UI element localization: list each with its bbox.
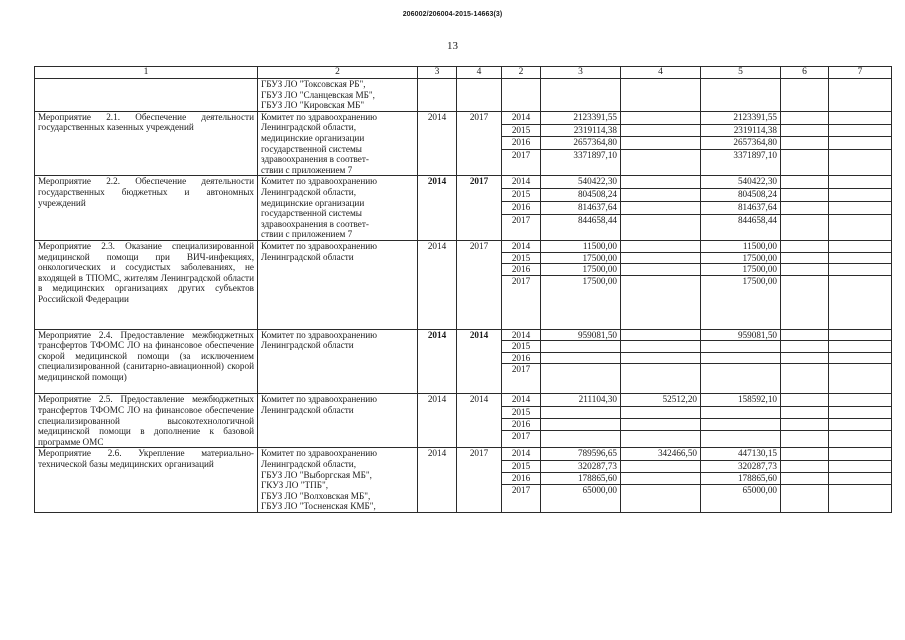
regional-amount-cell: 11500,00 — [701, 240, 781, 252]
empty-cell — [781, 448, 829, 460]
year-cell: 2016 — [502, 352, 541, 364]
executor-line: медицинские организации — [261, 197, 365, 208]
total-amount-cell: 814637,64 — [541, 201, 621, 214]
empty-cell — [781, 406, 829, 418]
end-year-cell: 2017 — [457, 176, 502, 241]
empty-cell — [781, 431, 829, 448]
total-amount-cell: 65000,00 — [541, 485, 621, 513]
federal-amount-cell — [621, 252, 701, 264]
regional-amount-cell: 17500,00 — [701, 275, 781, 329]
empty-cell — [541, 79, 621, 112]
federal-amount-cell — [621, 111, 701, 124]
executor-cell — [258, 329, 418, 394]
empty-cell — [418, 79, 457, 112]
empty-cell — [829, 485, 892, 513]
empty-cell — [829, 214, 892, 240]
year-cell: 2014 — [502, 394, 541, 406]
executor-line: ГБУЗ ЛО "Выборгская МБ", — [261, 469, 372, 480]
empty-cell — [829, 124, 892, 137]
end-year-cell: 2017 — [457, 448, 502, 513]
column-number-row — [35, 67, 892, 79]
executor-line: Комитет по здравоохранению — [261, 329, 378, 340]
federal-amount-cell — [621, 137, 701, 150]
column-number-cell: 4 — [457, 67, 502, 79]
executor-cell — [258, 79, 418, 112]
executor-line: Ленинградской области — [261, 405, 354, 416]
column-number-cell: 7 — [829, 67, 892, 79]
executor-line: медицинские организации — [261, 132, 365, 143]
total-amount-cell: 17500,00 — [541, 275, 621, 329]
total-amount-cell — [541, 406, 621, 418]
empty-cell — [781, 364, 829, 394]
measure-name-cell: Мероприятие 2.3. Оказание специализированной медицинской помощи при ВИЧ-инфекциях, онкологических и сосудистых заболеваниях, не входящей в ТПОМС, жителям Ленинградской области в медицинских организациях других субъектов Российской Федерации — [35, 240, 258, 329]
empty-cell — [781, 176, 829, 189]
empty-cell — [781, 460, 829, 472]
empty-cell — [781, 485, 829, 513]
executor-line: государственной системы — [261, 143, 362, 154]
federal-amount-cell — [621, 329, 701, 341]
empty-cell — [829, 329, 892, 341]
executor-line: Ленинградской области, — [261, 459, 357, 470]
total-amount-cell: 789596,65 — [541, 448, 621, 460]
federal-amount-cell — [621, 264, 701, 276]
column-number-cell: 3 — [418, 67, 457, 79]
empty-cell — [829, 352, 892, 364]
total-amount-cell: 804508,24 — [541, 189, 621, 202]
column-number-cell: 4 — [621, 67, 701, 79]
executor-line: Ленинградской области, — [261, 122, 357, 133]
executor-line: ствии с приложением 7 — [261, 164, 353, 175]
executor-line: здравоохранения в соответ- — [261, 154, 369, 165]
regional-amount-cell: 804508,24 — [701, 189, 781, 202]
measure-year-row — [35, 240, 892, 252]
empty-cell — [781, 419, 829, 431]
empty-cell — [781, 137, 829, 150]
total-amount-cell — [541, 352, 621, 364]
empty-cell — [781, 329, 829, 341]
column-number-cell: 5 — [701, 67, 781, 79]
federal-amount-cell — [621, 460, 701, 472]
federal-amount-cell — [621, 189, 701, 202]
year-cell: 2015 — [502, 252, 541, 264]
total-amount-cell: 2123391,55 — [541, 111, 621, 124]
measure-name-cell: Мероприятие 2.5. Предоставление межбюджетных трансфертов ТФОМС ЛО на финансовое обеспечение специализированной высокотехнологичной медицинской помощи в дополнение к базовой программе ОМС — [35, 394, 258, 448]
empty-cell — [829, 406, 892, 418]
regional-amount-cell: 447130,15 — [701, 448, 781, 460]
regional-amount-cell: 540422,30 — [701, 176, 781, 189]
regional-amount-cell: 65000,00 — [701, 485, 781, 513]
empty-cell — [781, 394, 829, 406]
regional-amount-cell — [701, 406, 781, 418]
regional-amount-cell: 844658,44 — [701, 214, 781, 240]
year-cell: 2016 — [502, 137, 541, 150]
year-cell: 2014 — [502, 240, 541, 252]
document-id: 206002/206004-2015-14663(3) — [402, 11, 503, 18]
year-cell: 2017 — [502, 149, 541, 175]
regional-amount-cell: 2123391,55 — [701, 111, 781, 124]
federal-amount-cell: 52512,20 — [621, 394, 701, 406]
year-cell: 2016 — [502, 201, 541, 214]
start-year-cell: 2014 — [418, 448, 457, 513]
federal-amount-cell — [621, 485, 701, 513]
total-amount-cell: 2657364,80 — [541, 137, 621, 150]
empty-cell — [781, 214, 829, 240]
empty-cell — [829, 364, 892, 394]
total-amount-cell: 540422,30 — [541, 176, 621, 189]
empty-cell — [781, 111, 829, 124]
total-amount-cell: 17500,00 — [541, 252, 621, 264]
start-year-cell: 2014 — [418, 176, 457, 241]
empty-cell — [621, 79, 701, 112]
executor-line: Ленинградской области — [261, 251, 354, 262]
empty-cell — [701, 79, 781, 112]
total-amount-cell — [541, 419, 621, 431]
empty-cell — [829, 111, 892, 124]
regional-amount-cell — [701, 419, 781, 431]
regional-amount-cell: 158592,10 — [701, 394, 781, 406]
empty-cell — [829, 176, 892, 189]
federal-amount-cell: 342466,50 — [621, 448, 701, 460]
total-amount-cell: 959081,50 — [541, 329, 621, 341]
column-number-cell: 3 — [541, 67, 621, 79]
empty-cell — [781, 252, 829, 264]
column-number-cell: 6 — [781, 67, 829, 79]
empty-cell — [829, 240, 892, 252]
year-cell: 2017 — [502, 485, 541, 513]
year-cell: 2015 — [502, 189, 541, 202]
start-year-cell: 2014 — [418, 240, 457, 329]
executor-cell — [258, 111, 418, 176]
empty-cell — [829, 419, 892, 431]
federal-amount-cell — [621, 176, 701, 189]
measure-year-row — [35, 448, 892, 460]
empty-cell — [829, 252, 892, 264]
executor-line: здравоохранения в соответ- — [261, 218, 369, 229]
end-year-cell: 2017 — [457, 240, 502, 329]
regional-amount-cell: 17500,00 — [701, 264, 781, 276]
regional-amount-cell: 178865,60 — [701, 473, 781, 485]
federal-amount-cell — [621, 275, 701, 329]
federal-amount-cell — [621, 473, 701, 485]
empty-cell — [781, 79, 829, 112]
start-year-cell: 2014 — [418, 111, 457, 176]
total-amount-cell: 2319114,38 — [541, 124, 621, 137]
total-amount-cell: 211104,30 — [541, 394, 621, 406]
regional-amount-cell — [701, 341, 781, 353]
column-number-cell: 2 — [258, 67, 418, 79]
executor-line: ствии с приложением 7 — [261, 229, 353, 240]
executor-line: ГБУЗ ЛО "Токсовская РБ", — [261, 79, 366, 89]
empty-cell — [829, 264, 892, 276]
federal-amount-cell — [621, 406, 701, 418]
executor-line: ГБУЗ ЛО "Кировская МБ" — [261, 100, 365, 111]
year-cell: 2016 — [502, 473, 541, 485]
empty-cell — [457, 79, 502, 112]
executor-line: Комитет по здравоохранению — [261, 240, 378, 251]
measure-year-row — [35, 176, 892, 189]
empty-cell — [829, 431, 892, 448]
empty-cell — [829, 201, 892, 214]
regional-amount-cell: 959081,50 — [701, 329, 781, 341]
start-year-cell: 2014 — [418, 394, 457, 448]
executor-line: Ленинградской области — [261, 340, 354, 351]
measure-year-row — [35, 394, 892, 406]
year-cell: 2014 — [502, 176, 541, 189]
year-cell: 2016 — [502, 419, 541, 431]
column-number-cell: 1 — [35, 67, 258, 79]
empty-cell — [781, 352, 829, 364]
empty-cell — [829, 460, 892, 472]
year-cell: 2016 — [502, 264, 541, 276]
measure-name-cell: Мероприятие 2.2. Обеспечение деятельности государственных бюджетных и автономных учреждений — [35, 176, 258, 241]
executor-line: ГБУЗ ЛО "Волховская МБ", — [261, 490, 371, 501]
federal-amount-cell — [621, 201, 701, 214]
total-amount-cell: 3371897,10 — [541, 149, 621, 175]
regional-amount-cell: 3371897,10 — [701, 149, 781, 175]
end-year-cell: 2017 — [457, 111, 502, 176]
regional-amount-cell: 2319114,38 — [701, 124, 781, 137]
federal-amount-cell — [621, 431, 701, 448]
column-number-cell: 2 — [502, 67, 541, 79]
empty-cell — [781, 201, 829, 214]
total-amount-cell — [541, 431, 621, 448]
empty-cell — [35, 79, 258, 112]
total-amount-cell: 11500,00 — [541, 240, 621, 252]
executor-line: Комитет по здравоохранению — [261, 176, 378, 187]
year-cell: 2015 — [502, 124, 541, 137]
empty-cell — [781, 240, 829, 252]
measure-name-cell: Мероприятие 2.4. Предоставление межбюджетных трансфертов ТФОМС ЛО на финансовое обеспечение скорой медицинской помощи (за исключением специализированной (санитарно-авиационной) скорой медицинской помощи) — [35, 329, 258, 394]
empty-cell — [781, 341, 829, 353]
empty-cell — [829, 341, 892, 353]
federal-amount-cell — [621, 352, 701, 364]
regional-amount-cell — [701, 364, 781, 394]
page-number: 13 — [447, 40, 458, 52]
executor-line: ГБУЗ ЛО "Тосненская КМБ", — [261, 501, 376, 512]
year-cell: 2017 — [502, 431, 541, 448]
executor-cell — [258, 240, 418, 329]
program-table — [34, 66, 892, 513]
total-amount-cell: 17500,00 — [541, 264, 621, 276]
end-year-cell: 2014 — [457, 329, 502, 394]
regional-amount-cell: 814637,64 — [701, 201, 781, 214]
empty-cell — [781, 189, 829, 202]
year-cell: 2014 — [502, 111, 541, 124]
year-cell: 2017 — [502, 364, 541, 394]
total-amount-cell: 320287,73 — [541, 460, 621, 472]
measure-year-row — [35, 111, 892, 124]
start-year-cell: 2014 — [418, 329, 457, 394]
empty-cell — [781, 264, 829, 276]
year-cell: 2015 — [502, 341, 541, 353]
year-cell: 2017 — [502, 275, 541, 329]
executor-line: Комитет по здравоохранению — [261, 111, 378, 122]
executor-line: ГБУЗ ЛО "Сланцевская МБ", — [261, 89, 375, 100]
regional-amount-cell — [701, 352, 781, 364]
empty-cell — [781, 149, 829, 175]
federal-amount-cell — [621, 149, 701, 175]
empty-cell — [829, 394, 892, 406]
measure-year-row — [35, 329, 892, 341]
empty-cell — [502, 79, 541, 112]
year-cell: 2014 — [502, 329, 541, 341]
empty-cell — [781, 275, 829, 329]
year-cell: 2017 — [502, 214, 541, 240]
measure-name-cell: Мероприятие 2.1. Обеспечение деятельности государственных казенных учреждений — [35, 111, 258, 176]
executor-cell — [258, 394, 418, 448]
empty-cell — [781, 124, 829, 137]
federal-amount-cell — [621, 419, 701, 431]
federal-amount-cell — [621, 240, 701, 252]
empty-cell — [829, 79, 892, 112]
federal-amount-cell — [621, 364, 701, 394]
empty-cell — [829, 275, 892, 329]
total-amount-cell: 844658,44 — [541, 214, 621, 240]
executor-line: Комитет по здравоохранению — [261, 448, 378, 459]
empty-cell — [829, 473, 892, 485]
federal-amount-cell — [621, 214, 701, 240]
executor-cell — [258, 176, 418, 241]
total-amount-cell — [541, 364, 621, 394]
end-year-cell: 2014 — [457, 394, 502, 448]
empty-cell — [829, 189, 892, 202]
empty-cell — [781, 473, 829, 485]
executor-line: государственной системы — [261, 208, 362, 219]
year-cell: 2015 — [502, 460, 541, 472]
regional-amount-cell: 320287,73 — [701, 460, 781, 472]
federal-amount-cell — [621, 124, 701, 137]
executor-line: ГКУЗ ЛО "ТПБ", — [261, 480, 329, 491]
year-cell: 2014 — [502, 448, 541, 460]
executor-line: Комитет по здравоохранению — [261, 394, 378, 405]
total-amount-cell — [541, 341, 621, 353]
regional-amount-cell: 2657364,80 — [701, 137, 781, 150]
total-amount-cell: 178865,60 — [541, 473, 621, 485]
federal-amount-cell — [621, 341, 701, 353]
executor-line: Ленинградской области, — [261, 186, 357, 197]
continuation-row — [35, 79, 892, 112]
regional-amount-cell: 17500,00 — [701, 252, 781, 264]
executor-cell — [258, 448, 418, 513]
empty-cell — [829, 137, 892, 150]
regional-amount-cell — [701, 431, 781, 448]
empty-cell — [829, 149, 892, 175]
measure-name-cell: Мероприятие 2.6. Укрепление материально-технической базы медицинских организаций — [35, 448, 258, 513]
empty-cell — [829, 448, 892, 460]
year-cell: 2015 — [502, 406, 541, 418]
